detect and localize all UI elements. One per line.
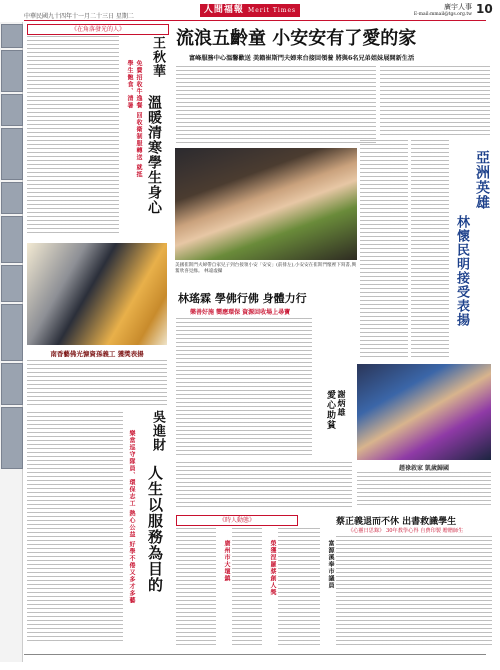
photo-family <box>175 148 357 260</box>
masthead <box>200 4 300 17</box>
mid-feature-deck: 樂善好施 嚮應環保 資源回收場上尋寶 <box>190 309 291 316</box>
left-photo-caption-body <box>27 360 167 405</box>
photo-award-ceremony <box>27 243 167 345</box>
main-photo-caption: 美國崔斯門夫婦帶自家兒子到台接領小安「安安」(前排左),小安安在崔斯門懷裡下寫書,興奮欣喜見綠。 林遠虛攝 <box>175 263 357 274</box>
section-email: E-mail:mmail@tgs.org.tw <box>413 12 472 17</box>
main-headline: 流浪五齡童 小安安有了愛的家 <box>176 28 417 49</box>
bottom-body-c <box>278 528 320 648</box>
page-header <box>0 0 500 22</box>
right-headline-b: 林懷民明接受表揚 <box>454 215 469 327</box>
ad-block <box>1 304 23 361</box>
left-lower-body <box>27 412 123 642</box>
ad-block <box>1 128 23 180</box>
left-lower-headline: 人生以服務為目的 <box>146 465 164 593</box>
ad-block <box>1 24 23 48</box>
masthead-en: Merit Times <box>248 7 297 14</box>
footer-rule <box>24 654 486 655</box>
masthead-title: 人間福報 <box>203 5 244 15</box>
bottom-story4-label: 榮獲涅羅蔡創人獎 <box>269 540 276 596</box>
left-tag: 《在角落發光的人》 <box>27 24 169 35</box>
bottom-story1-title: 蔡正義退而不休 出書救識學生 <box>336 517 457 527</box>
main-subhead: 富峰服務中心溫馨歡送 美籍崔斯門夫婦來台接回領養 將與6名兄弟姐妹展開新生活 <box>189 55 415 62</box>
date-line: 中華民國九十四年十一月二十三日 星期二 <box>24 13 134 20</box>
right-headline-a: 亞洲英雄 <box>474 150 490 210</box>
bottom-banner: 《時人動態》 <box>176 515 298 526</box>
ad-strip <box>0 22 23 662</box>
mid-feature-body <box>176 318 312 458</box>
mid-side-headline: 愛心助貧 <box>325 390 335 430</box>
photo-group-kids <box>357 364 491 460</box>
section-name: 廣宇人事 <box>444 3 472 11</box>
bottom-body-a <box>176 528 216 648</box>
bottom-story2-side: 富源溪奉市議員 <box>327 540 334 589</box>
right-photo-caption: 趙祿敘家 凱歲歸國 <box>398 465 450 472</box>
right-photo-body <box>357 472 491 507</box>
ad-block <box>1 50 23 92</box>
bottom-story3-label: 廣州市大壇鎮 <box>223 540 230 582</box>
left-person-name: 王秋華 <box>150 36 165 78</box>
header-rule <box>24 20 486 21</box>
bottom-body-b <box>232 528 262 648</box>
left-headline: 溫暖清寒學生身心 <box>146 95 162 215</box>
main-body-continued <box>360 140 408 360</box>
mid-lower-body <box>176 462 352 507</box>
right-body-top <box>380 66 490 136</box>
left-lower-deck: 樂當巡守隊員、環保志工 熱心公益 好學不倦又多才多藝 <box>128 430 135 605</box>
ad-block <box>1 265 23 302</box>
mid-feature-title: 林瑤霖 學佛行佛 身體力行 <box>178 292 307 305</box>
left-deck: 免費招收牛逸餐 回收衛制服轉送 就抵學生飽食、清暑 <box>126 60 142 179</box>
left-body-text <box>27 36 119 236</box>
main-body-text <box>176 66 376 144</box>
page-number: 10 <box>476 2 493 16</box>
ad-block <box>1 407 23 469</box>
ad-block <box>1 182 23 214</box>
left-photo-caption-title: 南香藝佛光慷資孫義工 獲獎表揚 <box>50 350 144 358</box>
mid-side-name: 謝炳雄 <box>337 390 347 417</box>
bottom-body-d <box>336 536 492 648</box>
right-body-text <box>411 140 449 360</box>
ad-block <box>1 94 23 126</box>
ad-block <box>1 216 23 263</box>
ad-block <box>1 363 23 405</box>
section-info <box>400 3 472 19</box>
bottom-story1-deck: 《心靈日思錄》 30年教學心得 自費印製 贈贈師生 <box>348 528 464 534</box>
left-lower-person-name: 吳進財 <box>150 410 165 452</box>
